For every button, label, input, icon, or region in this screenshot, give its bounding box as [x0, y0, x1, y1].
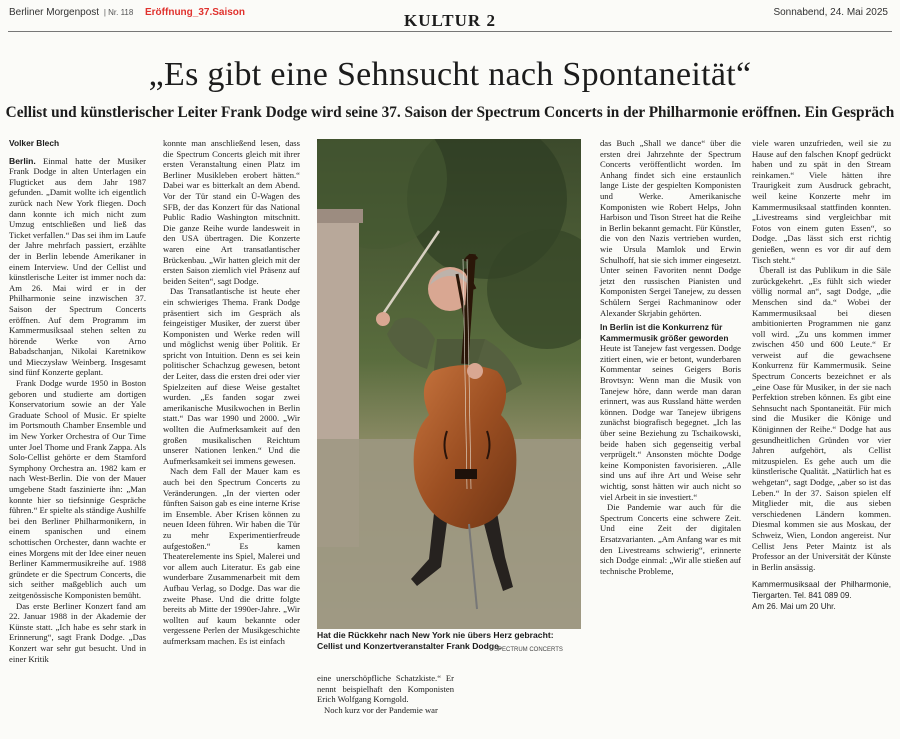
paragraph: Das Transatlantische ist heute eher ein schwieriges Thema. Frank Dodge präsentiert sich im Gespräch als feingeistiger Musiker, der zuerst über Komponisten und Werke reden will und möglichst wenig über Politik. Er spricht von Intuition. Denn es sei kein politischer Schachzug gewesen, betont der Leiter, dass die ersten drei oder vier Spielzeiten auf diese Weise gestaltet wurden. „Es fanden sogar zwei amerikanische Musikwochen in Berlin statt.“ Das war 1990 und 2000. „Wir wollten die Aufmerksamkeit auf den großen musikalischen Reichtum unserer Nationen lenken.“ Und die Aufmerksamkeit sei immens gewesen. — [163, 286, 300, 466]
event-date: Am 26. Mai um 20 Uhr. — [752, 601, 836, 611]
article-column-3 — [600, 138, 741, 576]
paragraph — [9, 156, 146, 378]
paragraph: Überall ist das Publikum in die Säle zurückgekehrt. „Es fühlt sich wieder völlig normal an“, sagt Dodge, „die Menschen sind da.“ Wobei der Kammermusiksaal bei diesen ambitionierten Programmen nie ganz voll wird. „Zu uns kommen immer zwischen 450 und 600 Leute.“ Er verweist auf die gewachsene Konkurrenz für Kammermusik. Seine Spectrum Concerts bezeichnet er als „eine Oase für Musiker, in der sie nach Perfektion streben können. Es gibt eine Sehnsucht nach Spontaneität. Für mich sind die Musiker die Könige und Königinnen der Reihe.“ Dodge hat aus gesundheitlichen Gründen vor vier Jahren aufgehört, als Cellist mitzuspielen. Es gehe auch um die künstlerische Qualität. „Natürlich hat es wehgetan“, sagt Dodge, „aber so ist das Leben.“ In der 37. Saison spielen elf Mitglieder mit, die aus sieben verschiedenen Ländern kommen. Diesmal kommen sie aus Moskau, der Schweiz, Wien, London angereist. Nur Cellist Jens Peter Maintz ist als Professor an der Universität der Künste in Berlin ansässig. — [752, 265, 891, 572]
paragraph: konnte man anschließend lesen, dass die Spectrum Concerts gleich mit ihrer ersten Veranstaltung einen Platz im Berliner Musikleben erobert hätten.“ Dabei war es bitterkalt an dem Abend. Vor der Tür stand ein Ü-Wagen des SFB, der das Konzert für das National Public Radio Washington mitschnitt. Die ganze Reihe wurde landesweit in den USA übertragen. Die Konzerte waren eine Art transatlantischer Brückenbau. „Wir hatten gleich mit der ersten Saison ziemlich viel Präsenz auf beiden Seiten“, sagt Dodge. — [163, 138, 300, 286]
paragraph: Frank Dodge wurde 1950 in Boston geboren und studierte am dortigen Konservatorium sowie an der Yale Graduate School of Music. Er spielte im Portsmouth Chamber Ensemble und im New Yorker Orchestra of Our Time unter Joel Thome und Frank Zappa. Als Solo-Cellist gehörte er dem Stamford Symphony Orchestra an. 1982 kam er nach West-Berlin. Die von der Mauer umgebene Stadt faszinierte ihn: „Man konnte hier so tiefsinnige Gespräche führen.“ Er spielte als ständige Aushilfe bei den Berliner Philharmonikern, in einem spanischen und einem schottischen Orchester, dann wachte er eines Morgens mit der Idee einer neuen Berliner Kammermusikreihe auf. 1988 gründete er die Spectrum Concerts, die sich seither maßgeblich auch um zeitgenössische Komponisten bemüht. — [9, 378, 146, 600]
photo-credit: SPECTRUM CONCERTS — [494, 647, 563, 653]
paragraph: viele waren unzufrieden, weil sie zu Hause auf den falschen Knopf gedrückt haben und zu spät in den Stream reinkamen.“ Viele hätten ihre Traurigkeit zum Ausdruck gebracht, weil keine Konzerte mehr im Kammermusiksaal stattfinden konnten. „Livestreams sind vergleichbar mit Fotos von einem guten Essen“, so Dodge. „Das lässt sich erst richtig genießen, wenn es vor dir auf dem Tisch steht.“ — [752, 138, 891, 265]
article-column-1 — [9, 138, 146, 664]
archive-stamp: Eröffnung_37.Saison — [145, 7, 246, 18]
article-column-2-continued — [317, 673, 454, 715]
author-byline: Volker Blech — [9, 138, 60, 148]
paragraph-text: Einmal hatte der Musiker Frank Dodge in alten Unterlagen ein Flugticket aus dem Jahr 1987 gefunden. „Damit wollte ich eigentlich zurück nach New York fliegen. Doch dann konnte ich mich nicht zum Umzug entschließen und ließ das Ticket verfallen.“ Das sei ihm im Laufe der Jahre mehrfach passiert, erzählte der in Berlin lebende Amerikaner in einem Interview. Und der Cellist und künstlerische Leiter ist immer noch da: Am 26. Mai wird er in der Philharmonie seine inzwischen 37. Saison der Spectrum Concerts eröffnen. Auf dem Programm im Kammermusiksaal stehen selten zu hörende Werke von Arno Babadschanjan, Nikolai Karetnikow und Mieczysław Weinberg. Insgesamt sind fünf Konzerte geplant. — [9, 155, 146, 378]
subheading: In Berlin ist die Konkurrenz für Kammermusik größer geworden — [600, 322, 729, 343]
publication-name: Berliner Morgenpost — [9, 7, 100, 18]
event-info — [752, 580, 891, 612]
article-photo — [317, 139, 581, 629]
issue-number: | Nr. 118 — [103, 8, 134, 17]
paragraph: eine unerschöpfliche Schatzkiste.“ Er nennt beispielhaft den Komponisten Erich Wolfgang Korngold. — [317, 673, 454, 705]
venue-info: Kammermusiksaal der Philharmonie, Tiergarten. Tel. 841 089 09. — [752, 580, 891, 600]
issue-date: Sonnabend, 24. Mai 2025 — [773, 7, 888, 18]
photo-caption: Hat die Rückkehr nach New York nie übers Herz gebracht: Cellist und Konzertveranstalter Frank Dodge. — [317, 630, 554, 651]
page-header — [0, 0, 900, 34]
article-headline: „Es gibt eine Sehnsucht nach Spontaneität“ — [148, 56, 752, 93]
dateline: Berlin. — [9, 155, 36, 166]
paragraph: Nach dem Fall der Mauer kam es auch bei den Spectrum Concerts zu Veränderungen. „In der vierten oder fünften Saison gab es eine interne Krise im Ensemble. Aber Krisen können zu neuen Ideen führen. Wir haben die Tür zu mehr Experimentierfreude aufgestoßen.“ Es kamen Theaterelemente ins Spiel, Malerei und vor allem auch Literatur. Es gab eine wunderbare Zusammenarbeit mit dem Aufbau Verlag, so Dodge. Das war die zweite Phase. Und die dritte folgte bereits ab Mitte der 1990er-Jahre. „Wir wollten auf kaum bekannte oder vergessene Perlen der Musikgeschichte aufmerksam machen. Es ist einfach — [163, 466, 300, 646]
article-deck: Cellist und künstlerischer Leiter Frank Dodge wird seine 37. Saison der Spectrum Concerts in der Philharmonie eröffnen. Ein Gespräch — [5, 104, 895, 121]
paragraph: Die Pandemie war auch für die Spectrum Concerts eine schwere Zeit. Und eine Zeit der digitalen Ersatzvarianten. „Am Anfang war es mit den Livestreams schwierig“, erinnerte sich Dodge einmal: „Wir alle stießen auf technische Probleme, — [600, 502, 741, 576]
article-column-4 — [752, 138, 891, 612]
section-title: KULTUR 2 — [404, 11, 496, 30]
paragraph: das Buch „Shall we dance“ über die ersten drei Jahrzehnte der Spectrum Concerts veröffentlicht worden. Im Anhang findet sich eine erstaunlich lange Liste der gespielten Komponisten und Werke. Amerikanische Komponisten wie Robert Helps, John Harbison und Tison Street hat die Reihe in Berlin bekannt gemacht. Für Künstler, die von den Nazis vertrieben wurden, wie Ursula Mamlok und Erwin Schulhoff, hat sie sich immer eingesetzt. Unter seinen Favoriten nennt Dodge jetzt den russischen Pianisten und Komponisten Sergei Tanejew, zu dessen Schülern Sergei Rachmaninow oder Alexander Skrjabin gehörten. — [600, 138, 741, 318]
article-column-2 — [163, 138, 300, 647]
paragraph: Noch kurz vor der Pandemie war — [324, 704, 438, 715]
paragraph: Heute ist Tanejew fast vergessen. Dodge zitiert einen, wie er betont, wunderbaren Kommentar seines Geigers Boris Brovtsyn: Wenn man die Musik von Tanejew höre, dann werde man daran erinnert, was aus Russland hätte werden können. Dodge war Tanejew übrigens zunächst biografisch begegnet. „Ich las über seine Beziehung zu Tschaikowski, beide haben sich gegenseitig verbal verprügelt.“ Ansonsten möchte Dodge keine Komponisten favorisieren. „Alle sind uns auf ihre Art und Weise sehr wichtig, sonst hätten wir auch nicht so viel Arbeit in sie investiert.“ — [600, 343, 741, 502]
header-rule — [8, 31, 892, 32]
cellist-photo-illustration — [317, 139, 581, 629]
paragraph: Das erste Berliner Konzert fand am 22. Januar 1988 in der Akademie der Künste statt. „Ich habe es sehr stark in Erinnerung“, sagt Frank Dodge. „Das Konzert war sehr gut besucht. Und in einer Kritik — [9, 600, 146, 664]
